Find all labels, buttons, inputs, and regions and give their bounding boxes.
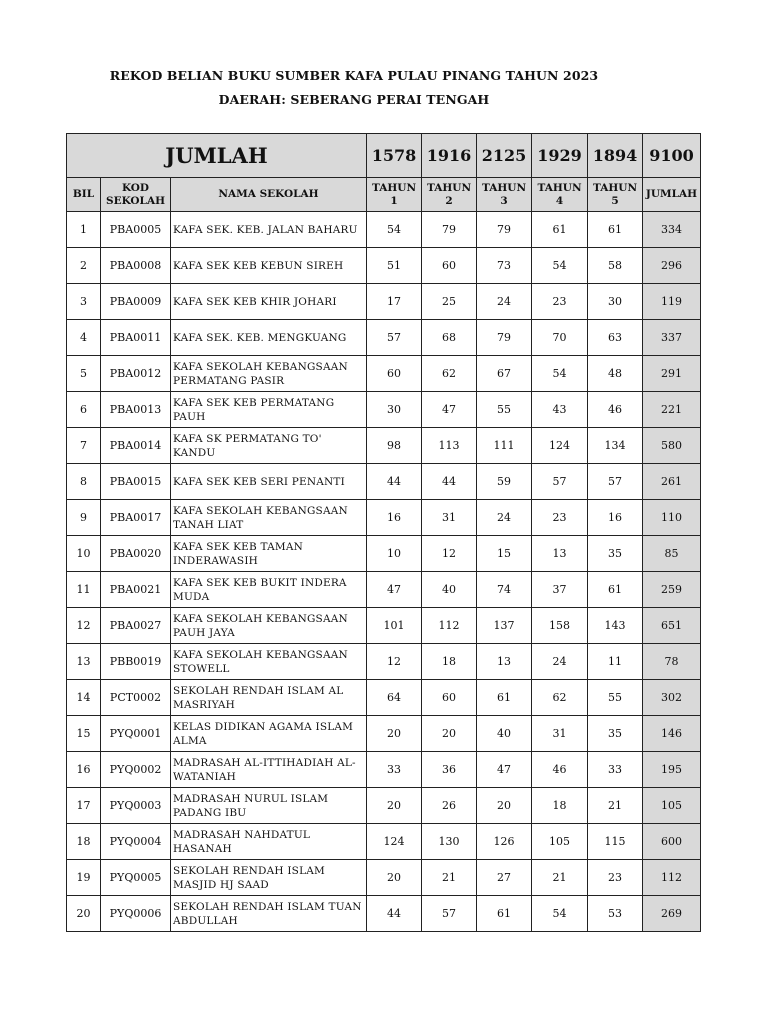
row-bil: 18 <box>67 824 101 860</box>
row-tahun-5: 63 <box>588 320 643 356</box>
row-tahun-4: 54 <box>532 248 588 284</box>
row-tahun-1: 51 <box>367 248 422 284</box>
row-tahun-3: 79 <box>477 212 532 248</box>
row-bil: 14 <box>67 680 101 716</box>
purchase-record-table <box>66 133 701 932</box>
row-kod-sekolah: PYQ0005 <box>101 860 171 896</box>
table-row <box>67 680 701 716</box>
table-row <box>67 464 701 500</box>
row-tahun-2: 44 <box>422 464 477 500</box>
col-header-tahun-3: TAHUN 3 <box>477 178 532 212</box>
table-row <box>67 320 701 356</box>
row-tahun-4: 18 <box>532 788 588 824</box>
row-tahun-2: 21 <box>422 860 477 896</box>
table-row <box>67 788 701 824</box>
row-tahun-2: 40 <box>422 572 477 608</box>
row-nama-sekolah: KAFA SEKOLAH KEBANGSAAN TANAH LIAT <box>171 500 367 536</box>
row-tahun-4: 21 <box>532 860 588 896</box>
row-bil: 13 <box>67 644 101 680</box>
row-jumlah: 112 <box>643 860 701 896</box>
row-bil: 9 <box>67 500 101 536</box>
row-bil: 3 <box>67 284 101 320</box>
row-jumlah: 119 <box>643 284 701 320</box>
row-nama-sekolah: KAFA SEK. KEB. MENGKUANG <box>171 320 367 356</box>
row-nama-sekolah: MADRASAH AL-ITTIHADIAH AL-WATANIAH <box>171 752 367 788</box>
table-row <box>67 392 701 428</box>
row-tahun-5: 58 <box>588 248 643 284</box>
summary-total-tahun-4: 1929 <box>532 134 588 178</box>
row-tahun-4: 46 <box>532 752 588 788</box>
row-tahun-1: 47 <box>367 572 422 608</box>
row-kod-sekolah: PBA0020 <box>101 536 171 572</box>
row-tahun-5: 61 <box>588 572 643 608</box>
row-bil: 1 <box>67 212 101 248</box>
row-jumlah: 221 <box>643 392 701 428</box>
row-jumlah: 146 <box>643 716 701 752</box>
row-tahun-4: 70 <box>532 320 588 356</box>
row-tahun-1: 98 <box>367 428 422 464</box>
row-bil: 19 <box>67 860 101 896</box>
table-row <box>67 536 701 572</box>
row-tahun-2: 25 <box>422 284 477 320</box>
row-tahun-5: 21 <box>588 788 643 824</box>
row-kod-sekolah: PBA0014 <box>101 428 171 464</box>
row-nama-sekolah: KAFA SEK KEB PERMATANG PAUH <box>171 392 367 428</box>
row-tahun-4: 43 <box>532 392 588 428</box>
row-tahun-2: 112 <box>422 608 477 644</box>
row-tahun-3: 61 <box>477 680 532 716</box>
row-nama-sekolah: SEKOLAH RENDAH ISLAM MASJID HJ SAAD <box>171 860 367 896</box>
row-tahun-4: 105 <box>532 824 588 860</box>
document-subtitle: DAERAH: SEBERANG PERAI TENGAH <box>218 92 490 107</box>
row-bil: 15 <box>67 716 101 752</box>
row-jumlah: 259 <box>643 572 701 608</box>
row-tahun-4: 54 <box>532 896 588 932</box>
row-nama-sekolah: KAFA SEK KEB TAMAN INDERAWASIH <box>171 536 367 572</box>
row-bil: 5 <box>67 356 101 392</box>
row-tahun-3: 13 <box>477 644 532 680</box>
row-bil: 17 <box>67 788 101 824</box>
row-tahun-4: 124 <box>532 428 588 464</box>
row-tahun-3: 24 <box>477 284 532 320</box>
row-nama-sekolah: KAFA SEKOLAH KEBANGSAAN PERMATANG PASIR <box>171 356 367 392</box>
row-tahun-2: 113 <box>422 428 477 464</box>
row-bil: 8 <box>67 464 101 500</box>
row-tahun-3: 59 <box>477 464 532 500</box>
row-tahun-2: 12 <box>422 536 477 572</box>
row-nama-sekolah: KAFA SEK KEB SERI PENANTI <box>171 464 367 500</box>
row-nama-sekolah: SEKOLAH RENDAH ISLAM TUAN ABDULLAH <box>171 896 367 932</box>
summary-grand-total: 9100 <box>643 134 701 178</box>
row-kod-sekolah: PBA0005 <box>101 212 171 248</box>
row-tahun-3: 24 <box>477 500 532 536</box>
row-tahun-3: 67 <box>477 356 532 392</box>
row-tahun-2: 36 <box>422 752 477 788</box>
column-header-row <box>67 178 701 212</box>
summary-label: JUMLAH <box>67 134 367 178</box>
row-bil: 10 <box>67 536 101 572</box>
row-bil: 7 <box>67 428 101 464</box>
row-jumlah: 302 <box>643 680 701 716</box>
row-tahun-4: 24 <box>532 644 588 680</box>
table-row <box>67 428 701 464</box>
row-kod-sekolah: PBA0017 <box>101 500 171 536</box>
row-tahun-3: 74 <box>477 572 532 608</box>
col-header-tahun-4: TAHUN 4 <box>532 178 588 212</box>
row-tahun-3: 27 <box>477 860 532 896</box>
row-tahun-4: 61 <box>532 212 588 248</box>
row-jumlah: 580 <box>643 428 701 464</box>
row-tahun-5: 11 <box>588 644 643 680</box>
row-kod-sekolah: PBA0027 <box>101 608 171 644</box>
row-kod-sekolah: PCT0002 <box>101 680 171 716</box>
row-tahun-2: 79 <box>422 212 477 248</box>
row-jumlah: 334 <box>643 212 701 248</box>
table-row <box>67 716 701 752</box>
row-tahun-3: 61 <box>477 896 532 932</box>
row-jumlah: 195 <box>643 752 701 788</box>
row-tahun-1: 20 <box>367 716 422 752</box>
col-header-tahun-5: TAHUN 5 <box>588 178 643 212</box>
row-tahun-1: 57 <box>367 320 422 356</box>
row-tahun-4: 54 <box>532 356 588 392</box>
row-kod-sekolah: PBB0019 <box>101 644 171 680</box>
row-tahun-5: 16 <box>588 500 643 536</box>
row-kod-sekolah: PBA0009 <box>101 284 171 320</box>
row-tahun-2: 62 <box>422 356 477 392</box>
row-tahun-1: 16 <box>367 500 422 536</box>
row-bil: 11 <box>67 572 101 608</box>
row-tahun-1: 101 <box>367 608 422 644</box>
row-tahun-4: 37 <box>532 572 588 608</box>
row-tahun-4: 13 <box>532 536 588 572</box>
table-row <box>67 356 701 392</box>
row-nama-sekolah: KAFA SEK KEB KEBUN SIREH <box>171 248 367 284</box>
row-jumlah: 337 <box>643 320 701 356</box>
row-jumlah: 110 <box>643 500 701 536</box>
table-row <box>67 572 701 608</box>
row-kod-sekolah: PBA0012 <box>101 356 171 392</box>
row-tahun-5: 23 <box>588 860 643 896</box>
row-tahun-1: 60 <box>367 356 422 392</box>
row-jumlah: 600 <box>643 824 701 860</box>
row-tahun-1: 10 <box>367 536 422 572</box>
row-nama-sekolah: KAFA SEKOLAH KEBANGSAAN PAUH JAYA <box>171 608 367 644</box>
row-nama-sekolah: KELAS DIDIKAN AGAMA ISLAM ALMA <box>171 716 367 752</box>
row-tahun-1: 20 <box>367 860 422 896</box>
row-tahun-5: 35 <box>588 716 643 752</box>
table-row <box>67 896 701 932</box>
col-header-tahun-1: TAHUN 1 <box>367 178 422 212</box>
row-tahun-3: 79 <box>477 320 532 356</box>
row-tahun-1: 20 <box>367 788 422 824</box>
row-kod-sekolah: PYQ0001 <box>101 716 171 752</box>
row-tahun-5: 115 <box>588 824 643 860</box>
row-bil: 16 <box>67 752 101 788</box>
col-header-kod: KOD SEKOLAH <box>101 178 171 212</box>
row-bil: 20 <box>67 896 101 932</box>
row-tahun-2: 18 <box>422 644 477 680</box>
row-tahun-5: 30 <box>588 284 643 320</box>
row-tahun-5: 134 <box>588 428 643 464</box>
row-nama-sekolah: MADRASAH NAHDATUL HASANAH <box>171 824 367 860</box>
row-tahun-5: 35 <box>588 536 643 572</box>
row-kod-sekolah: PBA0013 <box>101 392 171 428</box>
row-tahun-4: 23 <box>532 284 588 320</box>
row-kod-sekolah: PYQ0003 <box>101 788 171 824</box>
row-nama-sekolah: KAFA SEK KEB BUKIT INDERA MUDA <box>171 572 367 608</box>
row-nama-sekolah: MADRASAH NURUL ISLAM PADANG IBU <box>171 788 367 824</box>
table-row <box>67 752 701 788</box>
row-tahun-3: 40 <box>477 716 532 752</box>
col-header-nama: NAMA SEKOLAH <box>171 178 367 212</box>
row-tahun-5: 46 <box>588 392 643 428</box>
row-jumlah: 296 <box>643 248 701 284</box>
table-row <box>67 212 701 248</box>
row-tahun-5: 143 <box>588 608 643 644</box>
row-tahun-3: 15 <box>477 536 532 572</box>
summary-total-tahun-1: 1578 <box>367 134 422 178</box>
row-tahun-3: 137 <box>477 608 532 644</box>
row-nama-sekolah: KAFA SK PERMATANG TO' KANDU <box>171 428 367 464</box>
row-kod-sekolah: PYQ0006 <box>101 896 171 932</box>
col-header-bil: BIL <box>67 178 101 212</box>
row-tahun-1: 124 <box>367 824 422 860</box>
row-kod-sekolah: PYQ0002 <box>101 752 171 788</box>
table-row <box>67 824 701 860</box>
row-tahun-5: 53 <box>588 896 643 932</box>
row-nama-sekolah: SEKOLAH RENDAH ISLAM AL MASRIYAH <box>171 680 367 716</box>
row-kod-sekolah: PYQ0004 <box>101 824 171 860</box>
row-jumlah: 651 <box>643 608 701 644</box>
table-row <box>67 644 701 680</box>
row-tahun-2: 130 <box>422 824 477 860</box>
table-row <box>67 500 701 536</box>
row-tahun-2: 60 <box>422 248 477 284</box>
row-tahun-3: 126 <box>477 824 532 860</box>
row-jumlah: 269 <box>643 896 701 932</box>
row-tahun-2: 31 <box>422 500 477 536</box>
table-row <box>67 248 701 284</box>
row-tahun-2: 57 <box>422 896 477 932</box>
row-tahun-1: 33 <box>367 752 422 788</box>
row-nama-sekolah: KAFA SEK. KEB. JALAN BAHARU <box>171 212 367 248</box>
row-kod-sekolah: PBA0015 <box>101 464 171 500</box>
row-tahun-5: 55 <box>588 680 643 716</box>
row-jumlah: 78 <box>643 644 701 680</box>
row-tahun-4: 158 <box>532 608 588 644</box>
row-tahun-5: 33 <box>588 752 643 788</box>
row-kod-sekolah: PBA0008 <box>101 248 171 284</box>
table-row <box>67 860 701 896</box>
row-tahun-4: 31 <box>532 716 588 752</box>
summary-total-tahun-2: 1916 <box>422 134 477 178</box>
row-nama-sekolah: KAFA SEK KEB KHIR JOHARI <box>171 284 367 320</box>
row-tahun-1: 17 <box>367 284 422 320</box>
row-bil: 4 <box>67 320 101 356</box>
row-tahun-3: 73 <box>477 248 532 284</box>
row-bil: 6 <box>67 392 101 428</box>
summary-total-tahun-5: 1894 <box>588 134 643 178</box>
row-kod-sekolah: PBA0011 <box>101 320 171 356</box>
row-tahun-5: 57 <box>588 464 643 500</box>
col-header-tahun-2: TAHUN 2 <box>422 178 477 212</box>
row-tahun-3: 55 <box>477 392 532 428</box>
row-tahun-2: 26 <box>422 788 477 824</box>
table-row <box>67 608 701 644</box>
table-row <box>67 284 701 320</box>
row-tahun-3: 111 <box>477 428 532 464</box>
row-tahun-1: 64 <box>367 680 422 716</box>
row-bil: 2 <box>67 248 101 284</box>
row-tahun-2: 47 <box>422 392 477 428</box>
row-jumlah: 105 <box>643 788 701 824</box>
document-title: REKOD BELIAN BUKU SUMBER KAFA PULAU PINANG TAHUN 2023 <box>109 68 599 83</box>
row-kod-sekolah: PBA0021 <box>101 572 171 608</box>
col-header-jumlah: JUMLAH <box>643 178 701 212</box>
row-tahun-5: 61 <box>588 212 643 248</box>
row-jumlah: 291 <box>643 356 701 392</box>
summary-row <box>67 134 701 178</box>
row-tahun-1: 44 <box>367 896 422 932</box>
row-tahun-2: 68 <box>422 320 477 356</box>
row-tahun-4: 57 <box>532 464 588 500</box>
row-tahun-1: 12 <box>367 644 422 680</box>
row-tahun-4: 23 <box>532 500 588 536</box>
row-tahun-2: 20 <box>422 716 477 752</box>
summary-total-tahun-3: 2125 <box>477 134 532 178</box>
row-tahun-1: 44 <box>367 464 422 500</box>
row-tahun-4: 62 <box>532 680 588 716</box>
row-tahun-2: 60 <box>422 680 477 716</box>
row-tahun-5: 48 <box>588 356 643 392</box>
row-tahun-1: 54 <box>367 212 422 248</box>
row-nama-sekolah: KAFA SEKOLAH KEBANGSAAN STOWELL <box>171 644 367 680</box>
row-bil: 12 <box>67 608 101 644</box>
row-tahun-3: 47 <box>477 752 532 788</box>
row-tahun-1: 30 <box>367 392 422 428</box>
row-tahun-3: 20 <box>477 788 532 824</box>
row-jumlah: 85 <box>643 536 701 572</box>
row-jumlah: 261 <box>643 464 701 500</box>
